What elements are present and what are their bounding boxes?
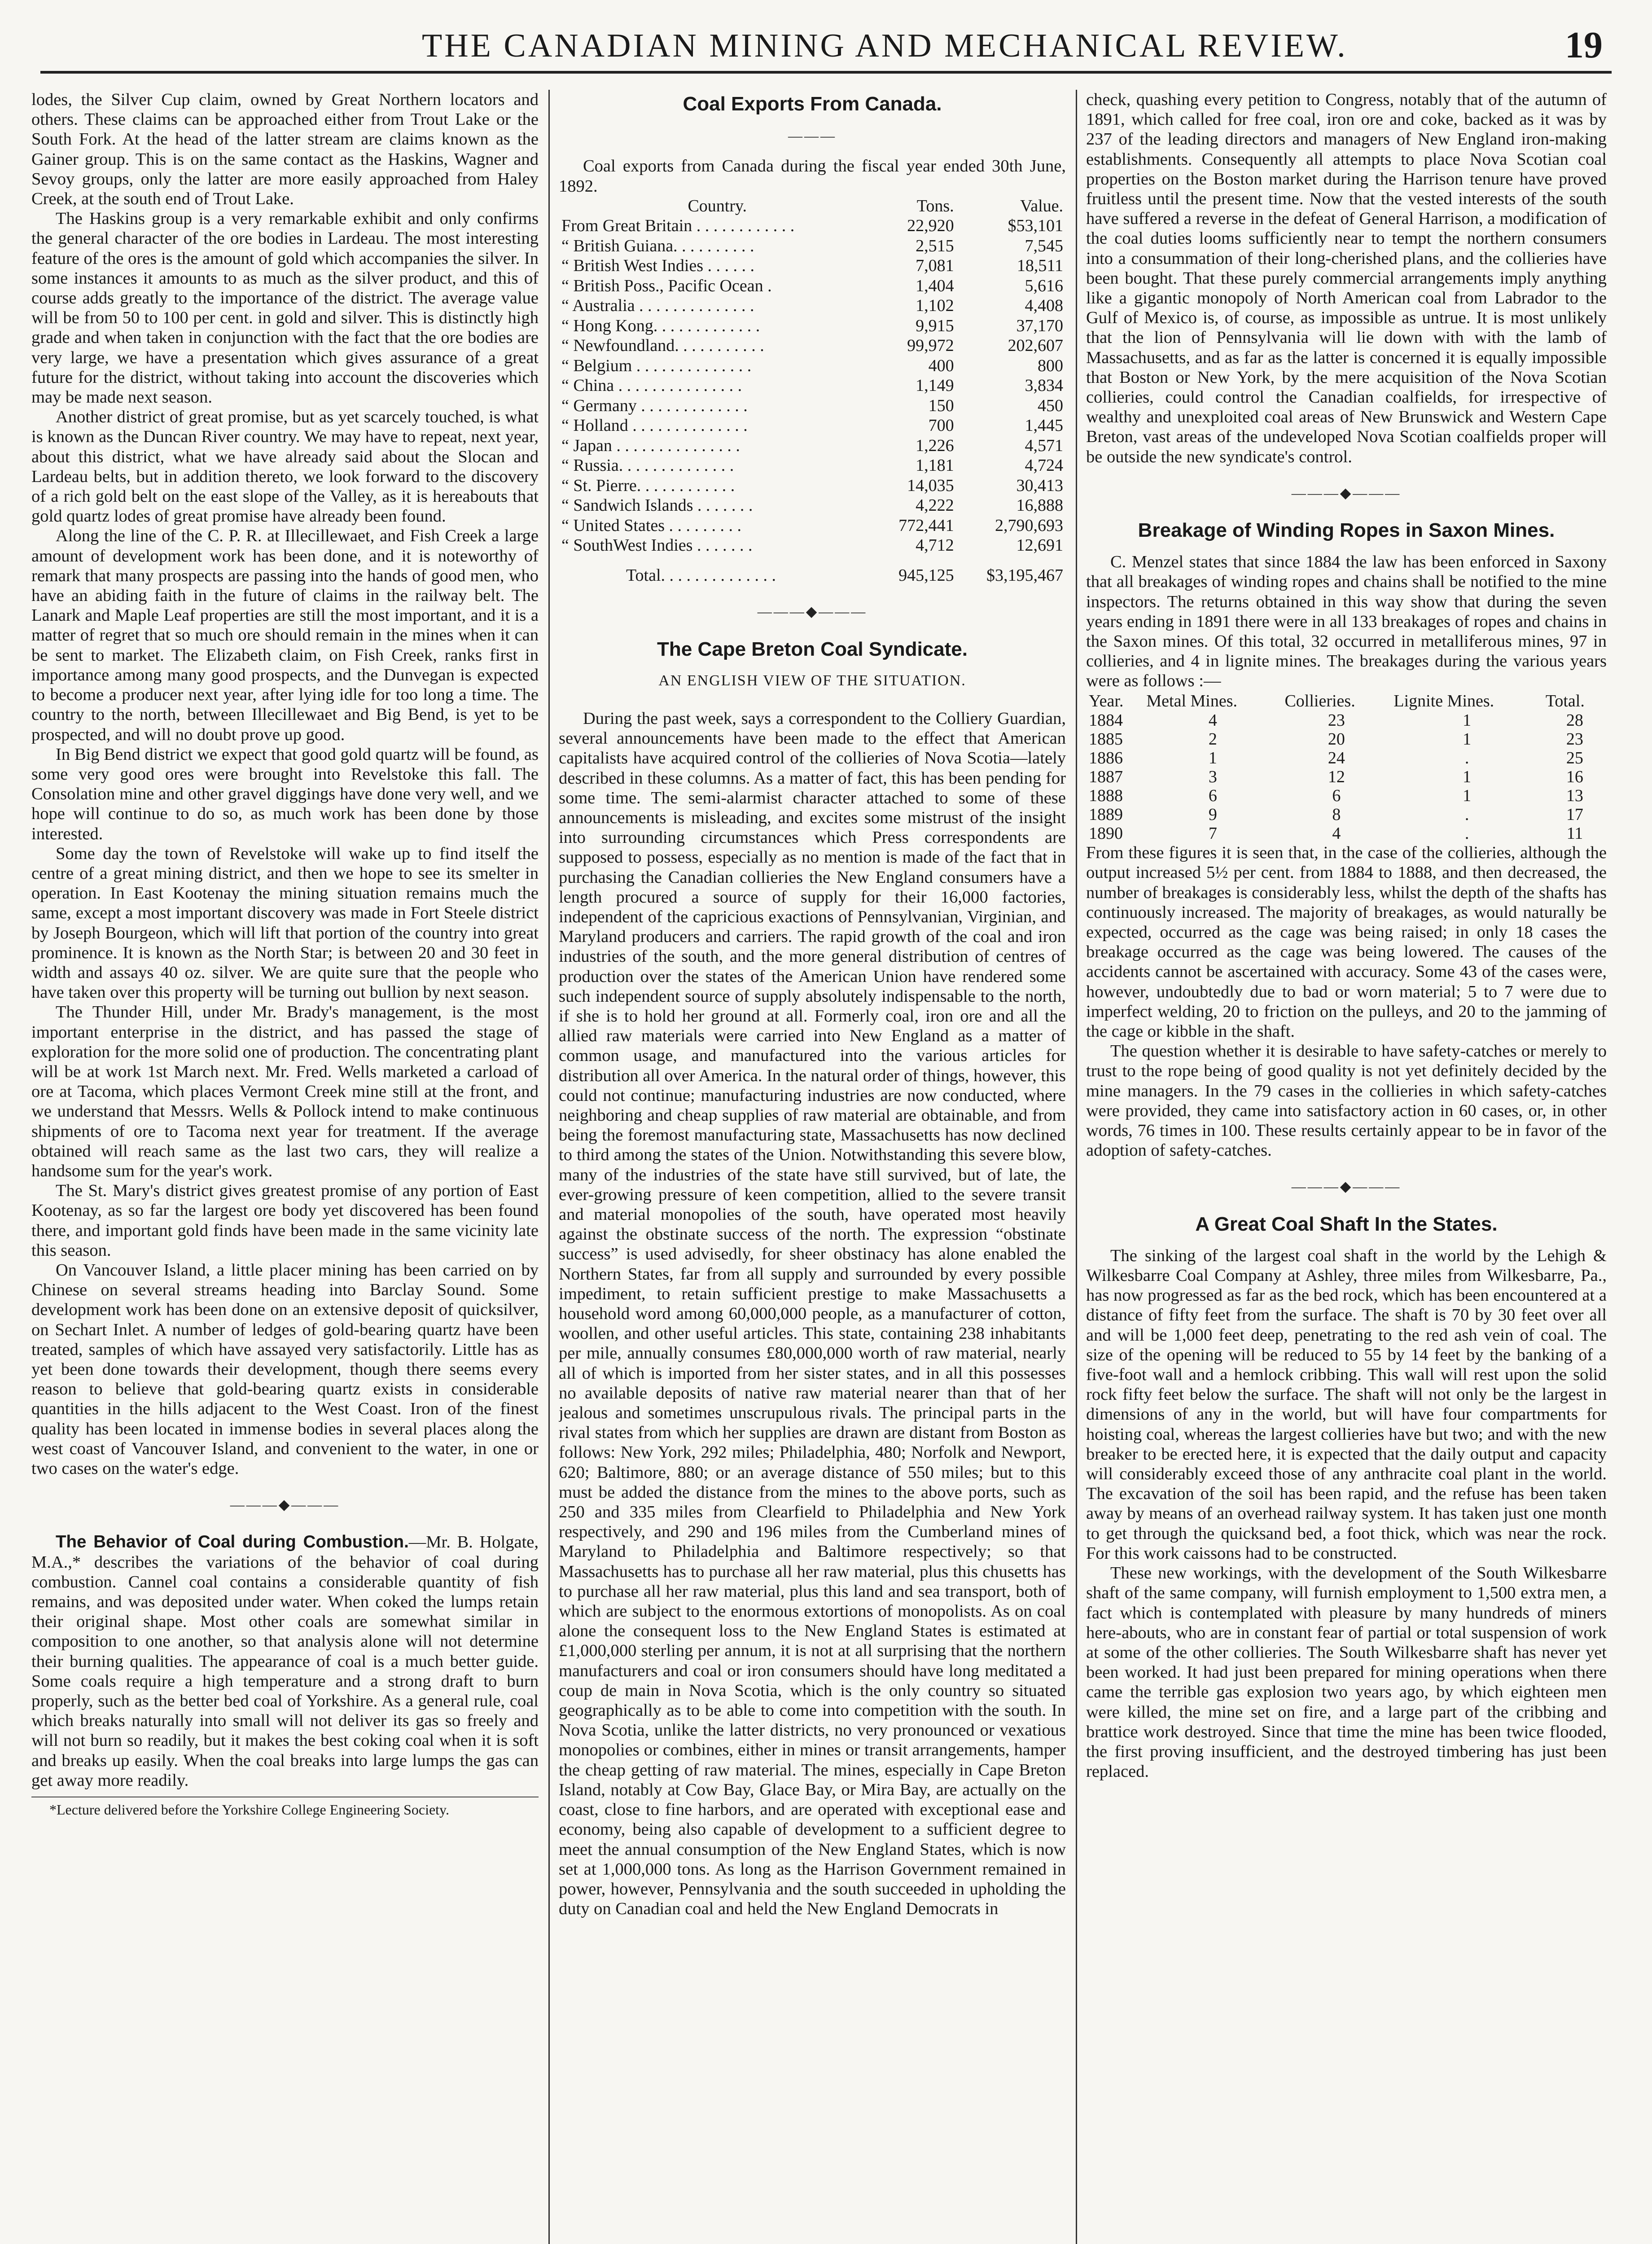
table-cell: “ China . . . . . . . . . . . . . . . (561, 376, 742, 395)
journal-title: THE CANADIAN MINING AND MECHANICAL REVIEW. (422, 27, 1348, 64)
table-cell: 150 (928, 396, 954, 415)
table-row (559, 436, 1066, 456)
paragraph: C. Menzel states that since 1884 the law has been enforced in Saxony that all breakages of winding ropes and chains shall be notified to the mine inspectors. The returns obtained in this way show that during the seven years ending in 1891 there were in all 133 breakages of ropes and chains in the Saxon mines. Of this total, 32 occurred in metalliferous mines, 97 in collieries, and 4 in lignite mines. The breakages during the various years were as follows :— (1086, 552, 1607, 691)
table-cell: 1 (1463, 767, 1472, 787)
table-cell: . (1464, 749, 1469, 768)
exports-intro: Coal exports from Canada during the fiscal year ended 30th June, 1892. (559, 157, 1066, 196)
table-cell: 1,149 (916, 376, 954, 395)
table-row (559, 396, 1066, 416)
table-header: Metal Mines. (1146, 691, 1238, 710)
table-cell: 4,724 (1025, 456, 1063, 475)
table-cell: 23 (1328, 711, 1345, 730)
paragraph: On Vancouver Island, a little placer mining has been carried on by Chinese on several streams heading into Barclay Sound. Some development work has been done on an extensive deposit of quicksilver, on Sechart Inlet. A number of ledges of gold-bearing quartz have been treated, samples of which have assayed very satisfactorily. Little has as yet been done towards their development, though there seems every reason to believe that gold-bearing quartz exists in considerable quantities in the hills adjacent to the West Coast. Iron of the finest quality has been located in immense bodies in several places along the west coast of Vancouver Island, and convenient to the water, in one or two cases on the water's edge. (31, 1260, 539, 1478)
table-row (559, 236, 1066, 256)
table-cell: 7 (1208, 824, 1217, 843)
table-cell: 99,972 (907, 336, 954, 355)
masthead (40, 17, 1612, 74)
paragraph: Some day the town of Revelstoke will wake up to find itself the centre of a great mining district, and then we hope to see its smelter in operation. In East Kootenay the mining situation remains much the same, except a most important discovery was made in Fort Steele district by Joseph Bourgeon, which will lift that portion of the country into great prominence. It is known as the North Star; is between 20 and 30 feet in width and assays 40 oz. silver. We are quite sure that the people who have taken over this property will be turning out bullion by next season. (31, 844, 539, 1002)
table-cell: 24 (1328, 749, 1345, 768)
footnote: *Lecture delivered before the Yorkshire College Engineering Society. (31, 1797, 539, 1818)
table-cell: 3 (1208, 767, 1217, 787)
table-cell: Total. . . . . . . . . . . . . . (626, 565, 776, 585)
table-header: Total. (1545, 691, 1585, 710)
table-cell: “ Japan . . . . . . . . . . . . . . . (561, 436, 740, 455)
table-cell: 30,413 (1016, 476, 1063, 495)
table-row (1086, 711, 1607, 730)
syndicate-heading: The Cape Breton Coal Syndicate. (657, 638, 968, 660)
table-row (1086, 749, 1607, 767)
table-cell: 3,834 (1025, 376, 1063, 395)
paragraph: The question whether it is desirable to have safety-catches or merely to trust to the rope being of good quality is not yet definitely decided by the mine managers. In the 79 cases in the collieries in which safety-catches were provided, they came into satisfactory action in 60 cases, or, in other words, 76 times in 100. These results certainly appear to be in favor of the adoption of safety-catches. (1086, 1042, 1607, 1160)
table-cell: 1 (1463, 730, 1472, 749)
table-row (559, 535, 1066, 556)
table-cell: 20 (1328, 730, 1345, 749)
table-cell: 25 (1566, 749, 1583, 768)
table-row (559, 416, 1066, 436)
table-cell: 1888 (1089, 786, 1123, 806)
paragraph: The Thunder Hill, under Mr. Brady's management, is the most important enterprise in the district, and has passed the stage of exploration for the more solid one of production. The concentrating plant will be at work 1st March next. Mr. Fred. Wells marketed a carload of ore at Tacoma, which places Vermont Creek mine still at the front, and we understand that Messrs. Wells & Pollock intend to make continuous shipments of ore to Tacoma next year for treatment. If the average obtained will reach same as the last two cars, they will realize a handsome sum for the year's work. (31, 1003, 539, 1180)
page-number: 19 (1565, 24, 1603, 66)
table-cell: . (1464, 805, 1469, 824)
table-row (559, 296, 1066, 316)
table-header-row (559, 196, 1066, 216)
table-cell: “ Sandwich Islands . . . . . . . (561, 496, 753, 515)
syndicate-subheading: AN ENGLISH VIEW OF THE SITUATION. (658, 672, 966, 689)
table-cell: 1886 (1089, 749, 1123, 768)
heading-rule: ——— (788, 127, 837, 144)
table-cell: 1889 (1089, 805, 1123, 824)
table-cell: “ United States . . . . . . . . . (561, 516, 742, 535)
table-cell: 5,616 (1025, 276, 1063, 295)
table-cell: 8 (1332, 805, 1341, 824)
table-cell: “ Holland . . . . . . . . . . . . . . (561, 416, 748, 435)
table-cell: “ Russia. . . . . . . . . . . . . . (561, 456, 734, 475)
table-cell: 1,445 (1025, 416, 1063, 435)
behavior-article (31, 1532, 539, 1790)
table-cell: . (1464, 824, 1469, 843)
table-row (559, 495, 1066, 516)
table-row (559, 256, 1066, 276)
paragraph: The Haskins group is a very remarkable exhibit and only confirms the general character of the ore bodies in Lardeau. The most interesting feature of the ores is the amount of gold which accompanies the silver. In some instances it amounts to as much as the silver product, and this of course adds greatly to the importance of the district. The average value will be from 50 to 100 per cent. in gold and silver. This is distinctly high grade and when taken in conjunction with the fact that the ore bodies are very large, we have a presentation which gives assurance of a great future for the district, without taking into account the discoveries which may be made next season. (31, 209, 539, 407)
paragraph: In Big Bend district we expect that good gold quartz will be found, as some very good ores were brought into Revelstoke this fall. The Consolation mine and other gravel diggings have done very well, and we hope will continue to do so, as much work has been done by those interested. (31, 745, 539, 843)
table-cell: 1,102 (916, 296, 954, 316)
behavior-text: —Mr. B. Holgate, M.A.,* describes the variations of the behavior of coal during combustion. Cannel coal contains a considerable quantity of fish remains, and was deposited under water. When coked the lumps retain their original shape. Most other coals are somewhat similar in composition to one another, so that analysis alone will not determine their burning qualities. The appearance of coal is a much better guide. Some coals require a high temperature and a strong draft to burn properly, such as the better bed coal of Yorkshire. As a general rule, coal which breaks naturally into small will not deliver its gas so freely and will not burn so readily, but it makes the best coking coal when it is soft and breaks up easily. When the coal breaks into large lumps the gas can get away more readily. (31, 1533, 539, 1790)
table-cell: 2,515 (916, 236, 954, 255)
table-cell: 1 (1463, 711, 1472, 730)
table-row (559, 516, 1066, 536)
table-cell: 7,545 (1025, 236, 1063, 255)
table-cell: 700 (928, 416, 954, 435)
table-cell: “ St. Pierre. . . . . . . . . . . . (561, 476, 735, 495)
table-cell: $53,101 (1008, 216, 1063, 236)
table-cell: 4 (1332, 824, 1341, 843)
section-divider: ———◆——— (1291, 1178, 1402, 1195)
table-cell: 400 (928, 356, 954, 375)
table-cell: 2 (1208, 730, 1217, 749)
table-cell: “ SouthWest Indies . . . . . . . (561, 536, 753, 555)
table-cell: “ British Poss., Pacific Ocean . (561, 276, 772, 295)
table-cell: 16 (1566, 767, 1583, 787)
paragraph: Another district of great promise, but as yet scarcely touched, is what is known as the Duncan River country. We may have to repeat, next year, about this district, what we have already said about the Slocan and Lardeau belts, but in addition thereto, we look forward to the discovery of a rich gold belt on the east slope of the Valley, as it is hereabouts that gold quartz lodes of great promise have already been found. (31, 408, 539, 526)
ropes-heading: Breakage of Winding Ropes in Saxon Mines. (1138, 519, 1555, 542)
table-cell: 11 (1566, 824, 1583, 843)
table-cell: 22,920 (907, 216, 954, 236)
table-row (559, 356, 1066, 376)
table-row (559, 316, 1066, 336)
table-cell: 800 (1038, 356, 1063, 375)
section-divider: ———◆——— (757, 603, 868, 620)
table-cell: 1887 (1089, 767, 1123, 787)
table-cell: 6 (1208, 786, 1217, 806)
table-header: Value. (1020, 196, 1063, 215)
table-cell: “ British West Indies . . . . . . (561, 256, 755, 276)
table-cell: “ Newfoundland. . . . . . . . . . . (561, 336, 764, 355)
paragraph: lodes, the Silver Cup claim, owned by Great Northern locators and others. These claims can be approached either from Trout Lake or the South Fork. At the head of the latter stream are claims known as the Gainer group. This is on the same contact as the Haskins, Wagner and Sevoy groups, only the latter are more easily approached from Haley Creek, at the south end of Trout Lake. (31, 90, 539, 209)
table-cell: 1890 (1089, 824, 1123, 843)
table-cell: 945,125 (898, 565, 954, 585)
table-cell: 28 (1566, 711, 1583, 730)
table-cell: 1885 (1089, 730, 1123, 749)
table-cell: 23 (1566, 730, 1583, 749)
table-cell: “ Belgium . . . . . . . . . . . . . . (561, 356, 752, 375)
column-rule (1076, 90, 1077, 2244)
paragraph: The St. Mary's district gives greatest promise of any portion of East Kootenay, as so far the largest ore body yet discovered has been found there, and important gold finds have been made in the same vicinity late this season. (31, 1181, 539, 1260)
table-row (1086, 767, 1607, 786)
table-cell: 37,170 (1016, 316, 1063, 335)
table-cell: 18,511 (1017, 256, 1063, 276)
table-header: Collieries. (1284, 691, 1355, 710)
paragraph: These new workings, with the development of the South Wilkesbarre shaft of the same company, will furnish employment to 1,500 extra men, a fact which is contemplated with pleasure by many hundreds of miners here-abouts, who are in constant fear of partial or total suspension of work at some of the other collieries. The South Wilkesbarre shaft has never yet been worked. It had just been prepared for mining operations when there came the terrible gas explosion two years ago, by which eighteen men were killed, the mine set on fire, and a large part of the cribbing and brattice work destroyed. Since that time the mine has been twice flooded, the first proving insufficient, and the destroyed timbering has just been replaced. (1086, 1564, 1607, 1781)
table-row (1086, 805, 1607, 824)
table-cell: 4,408 (1025, 296, 1063, 316)
table-cell: 1,181 (916, 456, 954, 475)
table-row (1086, 730, 1607, 749)
table-cell: 9 (1208, 805, 1217, 824)
table-cell: 4,712 (916, 536, 954, 555)
table-cell: 7,081 (916, 256, 954, 276)
table-row (559, 216, 1066, 236)
paragraph: Along the line of the C. P. R. at Illecillewaet, and Fish Creek a large amount of development work has been done, and it is noteworthy of remark that many prospects are passing into the hands of good men, who have an abiding faith in the future of claims in the railway belt. The Lanark and Maple Leaf properties are still the most important, and it is a matter of regret that so much ore should remain in the mines when it can be sent to market. The Elizabeth claim, on Fish Creek, ranks first in importance among many good prospects, and the Dunvegan is expected to become a producer next year, after lying idle for too long a time. The country to the north, between Illecillewaet and Big Bend, is yet to be prospected, and will no doubt prove up good. (31, 526, 539, 744)
paragraph: check, quashing every petition to Congress, notably that of the autumn of 1891, which called for free coal, iron ore and coke, backed as it was by 237 of the leading directors and managers of New England iron-making establishments. Consequently all attempts to place Nova Scotian coal properties on the Boston market during the Harrison tenure have proved fruitless until the present time. Now that the vested interests of the south have suffered a reverse in the defeat of General Harrison, a modification of the coal duties looms sufficiently near to tempt the northern consumers into a consummation of their long-cherished plans, and the collieries have been bought. That these purely commercial arrangements imply anything like a gigantic monopoly of North American coal from Labrador to the Gulf of Mexico is, of course, as impossible as untrue. It is most unlikely that the lion of Pennsylvania will lie down with with the lamb of Massachusetts, and as far as the latter is concerned it is equally impossible that Boston or New York, by the mere acquisition of the Nova Scotian collieries, could control the Canadian coalfields, for irrespective of wealthy and unexploited coal areas of New Brunswick and Western Cape Breton, vast areas of the undeveloped Nova Scotian coalfields proper will be outside the new syndicate's control. (1086, 90, 1607, 466)
table-header: Country. (688, 196, 747, 215)
paragraph: The sinking of the largest coal shaft in the world by the Lehigh & Wilkesbarre Coal Company at Ashley, three miles from Wilkesbarre, Pa., has now progressed as far as the bed rock, which has been encountered at a distance of fifty feet from the surface. The shaft is 70 by 30 feet over all and will be 1,000 feet deep, penetrating to the red ash vein of coal. The size of the opening will be reduced to 55 by 14 feet by the banking of a five-foot wall and a hemlock cribbing. This wall will rest upon the solid rock fifty feet below the surface. The shaft will not only be the largest in dimensions of any in the world, but will have four compartments for hoisting coal, whereas the largest collieries have but two; and with the new breaker to be erected here, it is expected that the daily output and capacity will considerably exceed those of any anthracite coal plant in the world. The excavation of the soil has been rapid, and the refuse has been taken away by means of an overhead railway system. It has taken just one month to get through the quicksand bed, a foot thick, which was near the rock. For this work caissons had to be constructed. (1086, 1246, 1607, 1563)
paragraph: During the past week, says a correspondent to the Colliery Guardian, several announcements have been made to the effect that American capitalists have acquired control of the collieries of Nova Scotia—lately described in these columns. As a matter of fact, this has been pending for some time. The semi-alarmist character attached to some of these announcements is misleading, and excites some mistrust of the insight into surrounding circumstances which Press correspondents are supposed to possess, especially as no mention is made of the fact that in purchasing the Canadian collieries the New England consumers have a length procured a source of supply for their 16,000 factories, independent of the capricious exactions of Pennsylvanian, Virginian, and Maryland producers and carriers. The rapid growth of the coal and iron industries of the south, and the more general distribution of centres of production over the states of the American Union have rendered some such independent source of supply absolutely indispensable to the north, if she is to hold her ground at all. Formerly coal, iron ore and all the allied raw materials were carried into New England as a matter of common usage, and manufactured into the various articles for distribution all over America. In the natural order of things, however, this could not continue; manufacturing industries are now conducted, where neighboring and cheap supplies of raw material are obtainable, and from being the foremost manufacturing state, Massachusetts has now declined to third among the states of the Union. Notwithstanding this severe blow, many of the industries of the state have still survived, but of late, the ever-growing pressure of keen competition, allied to the severe transit and material monopolies of the south, have operated most heavily against the obstinate success of the north. The expression “obstinate success” is used advisedly, for sheer obstinacy has alone enabled the Northern States, far from all supply and surrounded by every possible impediment, to retain sufficient prestige to make Massachusetts a household word among 60,000,000 people, as a manufacturer of cotton, woollen, and other useful articles. This state, containing 238 inhabitants per mile, annually consumes £80,000,000 worth of raw material, nearly all of which is imported from her sister states, and in all this possesses no available deposits of native raw material nearer than that of her jealous and sometimes unscrupulous rivals. The principal parts in the rival states from which her supplies are drawn are distant from Boston as follows: New York, 292 miles; Philadelphia, 480; Norfolk and Newport, 620; Baltimore, 880; or an average distance of 550 miles; but to this must be added the distance from the mines to the above ports, such as 250 and 335 miles from Clearfield to Philadelphia and New York respectively, and 290 and 196 miles from the Cumberland mines of Maryland to Philadelphia and Baltimore respectively; so that Massachusetts has to purchase all her raw material, plus this chusetts has to purchase all her raw material, plus this land and sea transport, both of which are subject to the enormous extortions of monopolists. As on coal alone the consequent loss to the New England States is estimated at £1,000,000 sterling per annum, it is not at all surprising that the northern manufacturers and coal or iron consumers should have long meditated a coup de main in Nova Scotia, which is the only country so situated geographically as to be able to come into competition with the south. In Nova Scotia, unlike the latter districts, no very pronounced or vexatious monopolies or combines, either in mines or transit arrangements, hamper the cheap getting of raw material. The mines, especially in Cape Breton Island, notably at Cow Bay, Glace Bay, or Mira Bay, are actually on the coast, close to fine harbors, and are operated with exceptional ease and economy, being also capable of development to a sufficient degree to meet the annual consumption of the New England States, which is now set at 1,000,000 tons. As long as the Harrison Government remained in power, however, Pennsylvania and the south succeeded in upholding the duty on Canadian coal and held the New England Democrats in (559, 709, 1066, 1919)
paragraph: From these figures it is seen that, in the case of the collieries, although the output increased 5½ per cent. from 1884 to 1888, and then decreased, the number of breakages is considerably less, whilst the depth of the shafts has continuously increased. The majority of breakages, as would naturally be expected, occurred as the cage was being raised; in only 18 cases the breakage occurred as the cage was being lowered. The causes of the accidents cannot be ascertained with accuracy. Some 43 of the cases were, however, undoubtedly due to bad or worn material; 5 to 7 were due to imperfect welding, 20 to friction on the pulleys, and 20 to the jamming of the cage or kibble in the shaft. (1086, 843, 1607, 1041)
shaft-heading: A Great Coal Shaft In the States. (1195, 1213, 1498, 1235)
table-row (559, 476, 1066, 496)
section-divider: ———◆——— (230, 1496, 340, 1513)
table-cell: 1,226 (916, 436, 954, 455)
table-cell: From Great Britain . . . . . . . . . . . . (561, 216, 795, 236)
table-row (559, 276, 1066, 296)
column-3 (1086, 90, 1607, 2244)
column-2 (559, 90, 1066, 2244)
table-cell: 1,404 (916, 276, 954, 295)
exports-heading: Coal Exports From Canada. (683, 93, 942, 115)
table-cell: 1 (1208, 749, 1217, 768)
breakage-table (1086, 691, 1607, 843)
behavior-heading: The Behavior of Coal during Combustion. (56, 1532, 409, 1552)
table-cell: 4 (1208, 711, 1217, 730)
table-cell: 4,571 (1025, 436, 1063, 455)
table-cell: 17 (1566, 805, 1583, 824)
table-cell: 4,222 (916, 496, 954, 515)
section-divider: ———◆——— (1291, 484, 1402, 501)
table-cell: 450 (1038, 396, 1063, 415)
table-row (1086, 824, 1607, 843)
table-header: Lignite Mines. (1393, 691, 1494, 710)
table-header-row (1086, 691, 1607, 711)
table-row (559, 456, 1066, 476)
table-row (559, 336, 1066, 356)
column-1 (31, 90, 539, 2244)
table-cell: 202,607 (1008, 336, 1063, 355)
table-cell: 2,790,693 (995, 516, 1063, 535)
table-cell: 13 (1566, 786, 1583, 806)
table-cell: 12 (1328, 767, 1345, 787)
table-cell: 6 (1332, 786, 1341, 806)
table-cell: “ Germany . . . . . . . . . . . . . (561, 396, 748, 415)
table-cell: 772,441 (898, 516, 954, 535)
table-cell: 14,035 (907, 476, 954, 495)
table-cell: 1884 (1089, 711, 1123, 730)
column-rule (548, 90, 550, 2244)
table-cell: “ Hong Kong. . . . . . . . . . . . . (561, 316, 760, 335)
table-cell: 12,691 (1016, 536, 1063, 555)
table-cell: “ Australia . . . . . . . . . . . . . . (561, 296, 754, 316)
table-cell: 9,915 (916, 316, 954, 335)
table-header: Tons. (916, 196, 954, 215)
table-header: Year. (1089, 691, 1124, 710)
table-cell: “ British Guiana. . . . . . . . . . (561, 236, 754, 255)
table-row (559, 376, 1066, 396)
table-cell: 1 (1463, 786, 1472, 806)
exports-table (559, 196, 1066, 586)
table-row (1086, 786, 1607, 805)
table-total-row (559, 556, 1066, 586)
table-cell: 16,888 (1016, 496, 1063, 515)
table-cell: $3,195,467 (986, 565, 1063, 585)
